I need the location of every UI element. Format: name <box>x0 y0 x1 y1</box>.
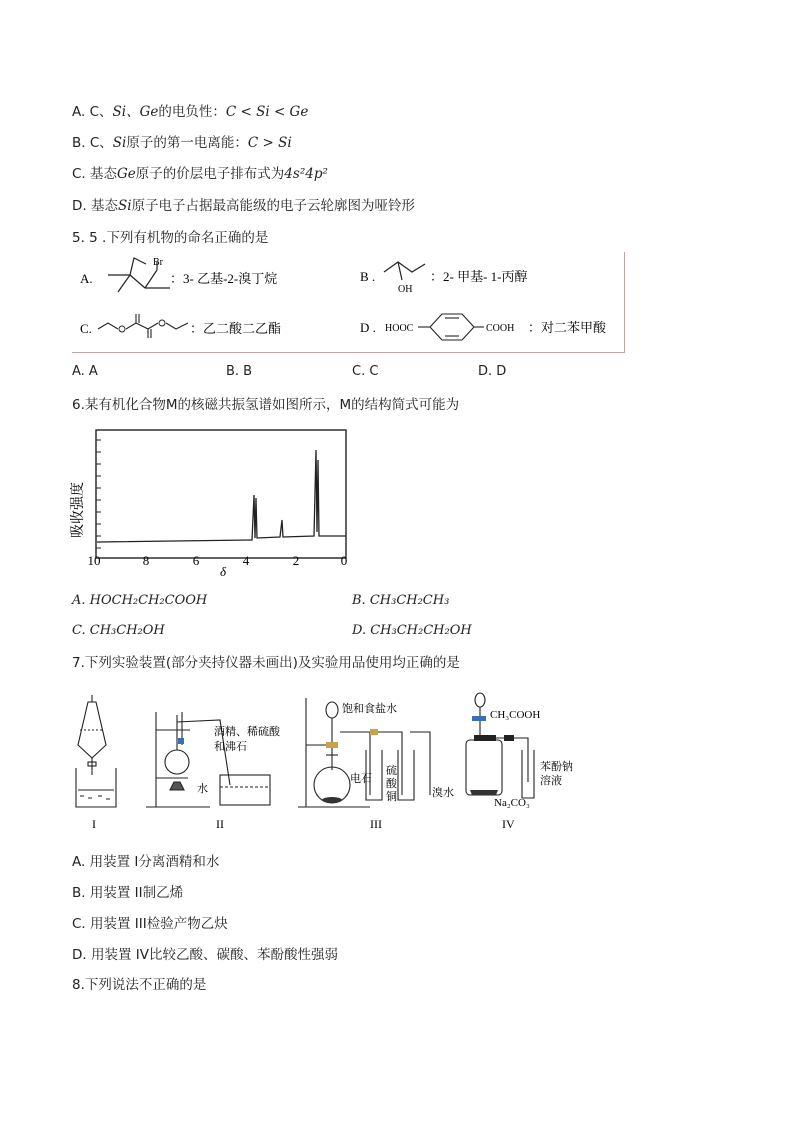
q5-answer-d: D. D <box>478 364 507 379</box>
q7-option-c: C. 用装置 III检验产物乙炔 <box>72 916 228 932</box>
apparatus-i <box>76 695 116 807</box>
q7-option-a: A. 用装置 I分离酒精和水 <box>72 854 220 870</box>
q5-c-letter: C. <box>80 321 92 336</box>
q5-b-name: ：2- 甲基- 1-丙醇 <box>430 269 528 284</box>
iii-cuso4-label-3: 铜 <box>386 791 397 803</box>
q8-stem: 8.下列说法不正确的是 <box>72 977 207 993</box>
q6-stem: 6.某有机化合物M的核磁共振氢谱如图所示，M的结构简式可能为 <box>72 397 460 413</box>
q5-d-cooh: COOH <box>486 323 515 334</box>
apparatus-i-label: I <box>92 817 96 831</box>
q5-stem: 5. 5 .下列有机物的命名正确的是 <box>72 230 269 246</box>
q4-option-c: C. 基态Ge原子的价层电子排布式为4s²4p² <box>72 166 328 182</box>
q6-option-c: C. CH₃CH₂OH <box>72 623 165 638</box>
iv-na2co3-label: Na₂CO₃ <box>494 797 530 809</box>
nmr-frame <box>96 430 346 558</box>
iv-phenolate-label-2: 溶液 <box>540 775 562 787</box>
apparatus-iii-label: III <box>370 817 382 831</box>
nmr-xtick: 10 <box>87 553 101 568</box>
q4-option-a: A. C、Si、Ge的电负性：C < Si < Ge <box>72 104 309 120</box>
iv-clamp <box>504 735 514 741</box>
nmr-xlabel: δ <box>220 564 227 579</box>
q5-answer-b: B. B <box>226 364 253 379</box>
iii-carbide-label: 电石 <box>350 773 372 785</box>
iii-cuso4-label-1: 硫 <box>386 765 397 777</box>
iii-tube-joint <box>370 729 378 735</box>
q5-d-benzene-ring <box>418 314 484 340</box>
ii-boiling-label: 和沸石 <box>214 741 247 753</box>
q5-b-skeletal-formula <box>384 262 425 280</box>
iv-valve <box>472 716 486 721</box>
iii-bromine-label: 溴水 <box>432 787 454 799</box>
iv-stopper <box>474 735 496 741</box>
nmr-xtick: 0 <box>340 553 348 568</box>
q5-d-letter: D . <box>360 320 376 335</box>
q4-option-d: D. 基态Si原子电子占据最高能级的电子云轮廓图为哑铃形 <box>72 198 416 214</box>
q5-b-letter: B . <box>360 269 376 284</box>
q6-option-d: D. CH₃CH₂CH₂OH <box>352 623 472 638</box>
q5-d-hooc: HOOC <box>385 323 414 334</box>
apparatus-iv-label: IV <box>502 817 515 831</box>
ii-alcohol-label: 酒精、稀硫酸 <box>214 726 280 738</box>
nmr-left-ticks <box>96 440 101 548</box>
iii-brine-label: 饱和食盐水 <box>342 703 397 715</box>
q7-stem: 7.下列实验装置(部分夹持仪器未画出)及实验用品使用均正确的是 <box>72 655 460 671</box>
q5-a-br: Br <box>153 257 163 268</box>
iii-cuso4-label-2: 酸 <box>386 778 397 790</box>
q6-option-b: B. CH₃CH₂CH₃ <box>352 593 450 608</box>
nmr-xtick: 8 <box>142 553 150 568</box>
nmr-trace <box>97 450 346 542</box>
apparatus-ii-label: II <box>216 817 224 831</box>
q5-a-name: ：3- 乙基-2-溴丁烷 <box>170 271 278 286</box>
nmr-xtick: 2 <box>292 553 300 568</box>
q4-option-b: B. C、Si原子的第一电离能：C > Si <box>72 135 292 151</box>
nmr-spectrum <box>70 420 360 580</box>
q5-structures <box>0 0 794 360</box>
q5-a-letter: A. <box>80 271 93 286</box>
iv-acetic-label: CH₃COOH <box>490 709 541 721</box>
q5-answer-c: C. C <box>352 364 379 379</box>
nmr-ylabel: 吸收强度 <box>71 482 86 538</box>
q5-c-skeletal-formula <box>98 314 188 338</box>
q5-answer-a: A. A <box>72 364 98 379</box>
q5-b-oh: OH <box>398 284 413 295</box>
q7-apparatus-figure <box>70 690 600 835</box>
iii-carbide <box>322 797 342 803</box>
iv-solid <box>470 790 498 795</box>
ii-stopper <box>178 738 184 744</box>
nmr-xtick: 6 <box>192 553 200 568</box>
q5-d-name: ：对二苯甲酸 <box>528 320 607 335</box>
iv-phenolate-label-1: 苯酚钠 <box>540 761 573 773</box>
iii-stopper <box>326 742 338 748</box>
q5-c-name: ：乙二酸二乙酯 <box>190 321 282 336</box>
q7-option-d: D. 用装置 IV比较乙酸、碳酸、苯酚酸性强弱 <box>72 947 338 963</box>
ii-water-label: 水 <box>197 783 208 795</box>
nmr-xtick: 4 <box>242 553 250 568</box>
q7-option-b: B. 用装置 II制乙烯 <box>72 885 184 901</box>
q6-option-a: A. HOCH₂CH₂COOH <box>72 593 208 608</box>
